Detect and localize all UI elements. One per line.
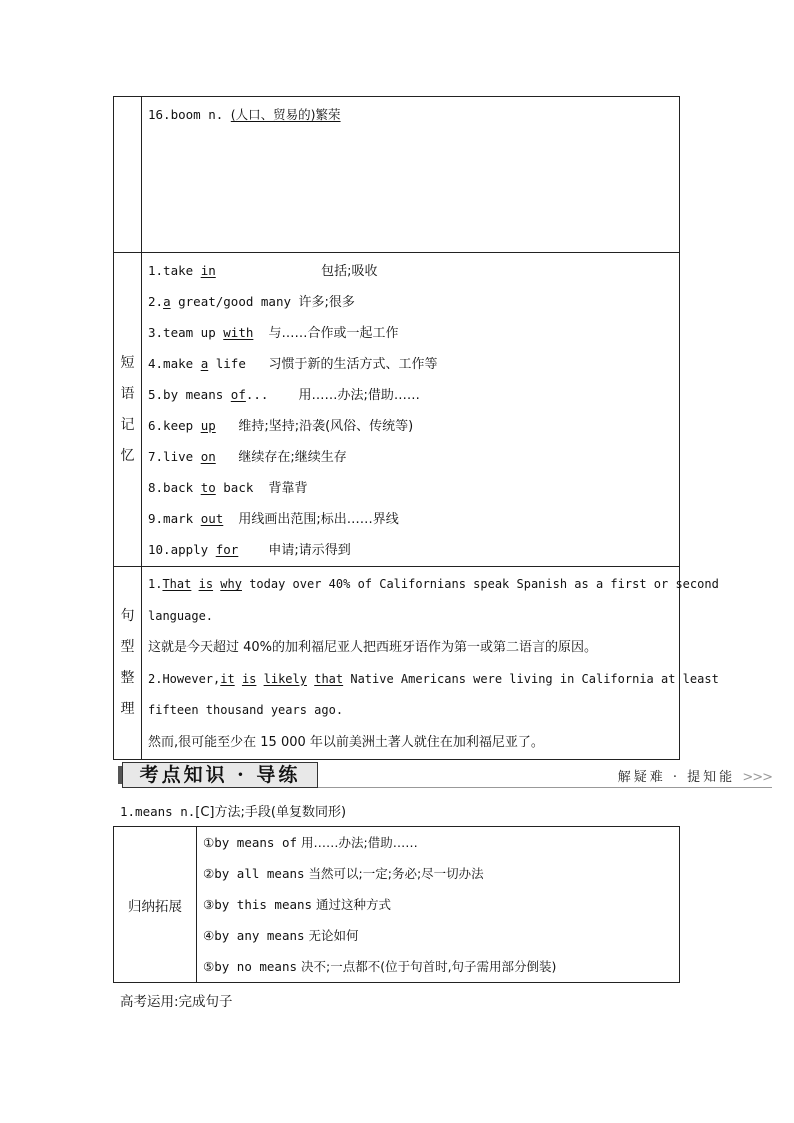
phrases-content-cell xyxy=(142,253,680,567)
word-row xyxy=(114,97,680,253)
phrase-item: 2.a great/good many 许多;很多 xyxy=(148,294,355,310)
banner-divider xyxy=(318,787,772,788)
phrase-item: 8.back to back 背靠背 xyxy=(148,480,308,496)
phrase-item: 3.team up with 与……合作或一起工作 xyxy=(148,325,399,341)
phrase-item: 7.live on 继续存在;继续生存 xyxy=(148,449,347,465)
means-item: ⑤by no means 决不;一点都不(位于句首时,句子需用部分倒装) xyxy=(203,959,557,974)
banner-subtitle: 解疑难 · 提知能 >>> xyxy=(617,770,772,785)
means-table xyxy=(113,826,680,983)
sentence2-line1: 2.However,it is likely that Native Americans were living in California at least xyxy=(148,671,719,686)
phrase-item: 5.by means of... 用……办法;借助…… xyxy=(148,387,420,403)
means-heading: 1.means n.[C]方法;手段(单复数同形) xyxy=(120,804,347,820)
means-item: ②by all means 当然可以;一定;务必;尽一切办法 xyxy=(203,866,484,881)
banner-title: 考点知识 · 导练 xyxy=(122,762,318,788)
means-item: ①by means of 用……办法;借助…… xyxy=(203,835,418,850)
sentences-category-char: 整 xyxy=(120,670,135,686)
means-category-cell: 归纳拓展 xyxy=(114,827,197,983)
phrase-list xyxy=(142,253,679,566)
phrase-item: 9.mark out 用线画出范围;标出……界线 xyxy=(148,511,399,527)
section-banner xyxy=(122,760,772,790)
triple-chevron-icon: >>> xyxy=(742,770,772,785)
phrases-row xyxy=(114,253,680,567)
sentences-row xyxy=(114,567,680,760)
sentence2-line2: fifteen thousand years ago. xyxy=(148,703,344,717)
word16-meaning: (人口、贸易的)繁荣 xyxy=(230,107,341,122)
means-item: ④by any means 无论如何 xyxy=(203,928,359,943)
phrase-item: 6.keep up 维持;坚持;沿袭(风俗、传统等) xyxy=(148,418,414,434)
sentence1-line2: language. xyxy=(148,608,214,623)
word16-prefix: 16.boom n. xyxy=(148,107,231,122)
means-content-cell xyxy=(197,827,680,983)
sentences-category-char: 句 xyxy=(120,608,135,624)
word-content-cell xyxy=(142,97,680,253)
phrase-item: 4.make a life 习惯于新的生活方式、工作等 xyxy=(148,356,438,372)
sentences-category-cell xyxy=(114,567,142,760)
sentence1-line1: 1.That is why today over 40% of Californians speak Spanish as a first or second xyxy=(148,577,719,591)
word-category-cell xyxy=(114,97,142,253)
phrases-category-char: 记 xyxy=(120,416,135,433)
sentences-content-cell xyxy=(142,567,719,760)
means-item: ③by this means 通过这种方式 xyxy=(203,897,392,912)
exam-usage-heading: 高考运用:完成句子 xyxy=(120,994,233,1010)
vocab-table xyxy=(113,96,719,760)
sentence1-translation: 这就是今天超过 40%的加利福尼亚人把西班牙语作为第一或第二语言的原因。 xyxy=(148,640,598,655)
phrase-item: 1.take in 包括;吸收 xyxy=(148,263,378,279)
phrases-category-char: 语 xyxy=(120,385,135,402)
sentences-category-char: 型 xyxy=(120,639,135,655)
sentence2-translation: 然而,很可能至少在 15 000 年以前美洲土著人就住在加利福尼亚了。 xyxy=(148,734,544,750)
sentences-category-char: 理 xyxy=(120,701,135,717)
phrases-category-char: 忆 xyxy=(120,447,135,464)
phrases-category-char: 短 xyxy=(120,354,135,371)
phrases-category-cell xyxy=(114,253,142,567)
phrase-item: 10.apply for 申请;请示得到 xyxy=(148,542,351,558)
